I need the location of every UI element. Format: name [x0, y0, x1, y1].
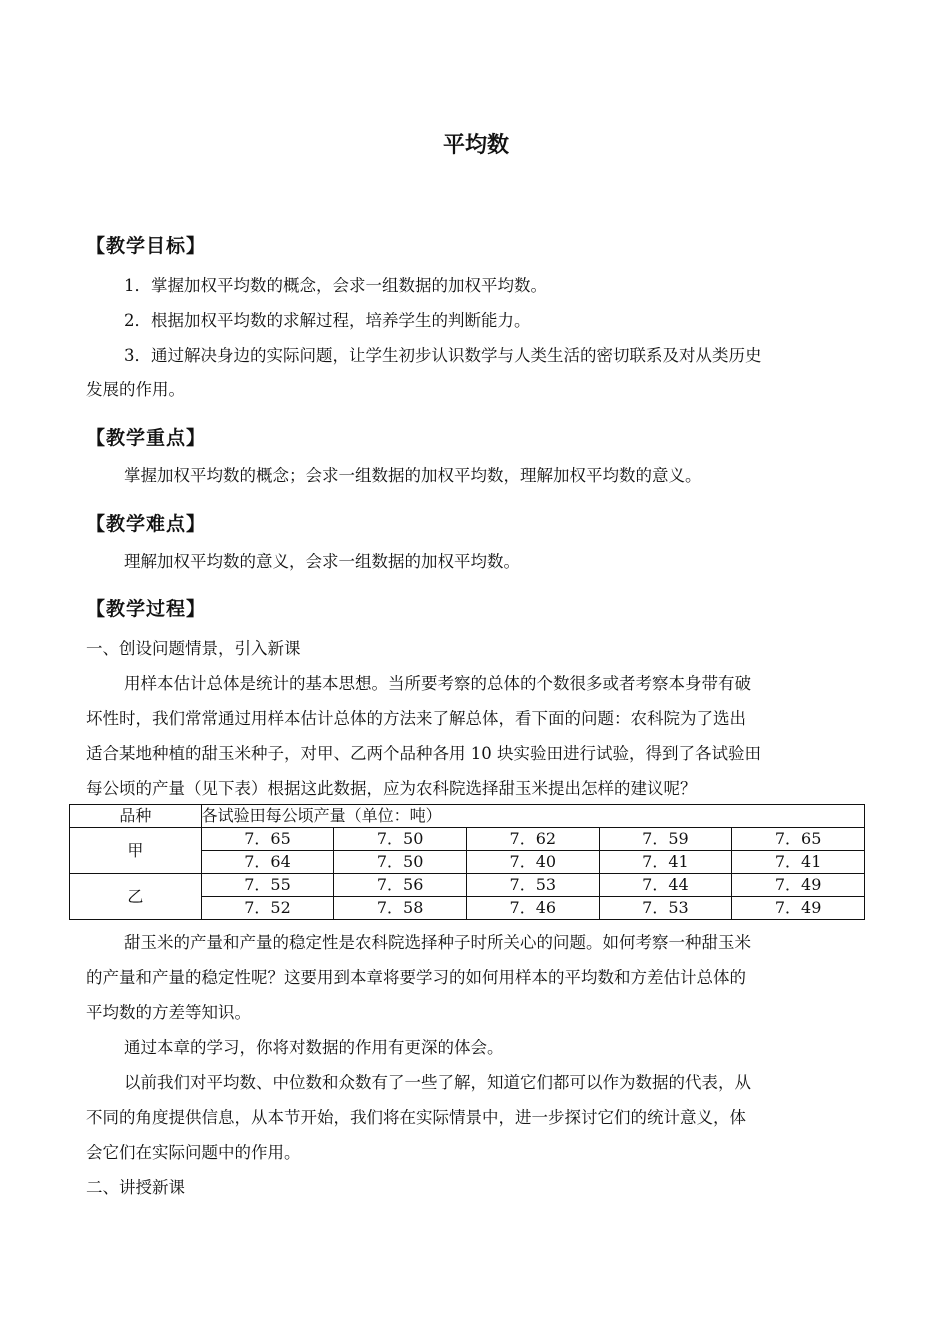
objective-item-3-cont: 发展的作用。 [86, 380, 185, 399]
yield-cell: 7．40 [466, 851, 599, 874]
header-variety: 品种 [70, 805, 202, 828]
header-yield: 各试验田每公顷产量（单位：吨） [201, 805, 864, 828]
para1-line-1: 用样本估计总体是统计的基本思想。当所要考察的总体的个数很多或者考察本身带有破 [124, 674, 751, 693]
para1-line-3: 适合某地种植的甜玉米种子，对甲、乙两个品种各用 10 块实验田进行试验，得到了各试验田 [86, 744, 761, 763]
process-heading: 【教学过程】 [86, 598, 207, 620]
yield-cell: 7．46 [466, 897, 599, 920]
objective-item-1: 1．掌握加权平均数的概念，会求一组数据的加权平均数。 [124, 276, 547, 295]
yield-cell: 7．58 [334, 897, 467, 920]
key-points-heading: 【教学重点】 [86, 427, 207, 449]
variety-cell: 甲 [70, 828, 202, 874]
yield-table [69, 804, 865, 920]
para2-line-2: 的产量和产量的稳定性呢？这要用到本章将要学习的如何用样本的平均数和方差估计总体的 [86, 968, 746, 987]
objectives-heading: 【教学目标】 [86, 235, 207, 257]
variety-cell: 乙 [70, 874, 202, 920]
part2-title: 二、讲授新课 [86, 1178, 185, 1197]
table-row [70, 874, 865, 897]
para4-line-3: 会它们在实际问题中的作用。 [86, 1143, 301, 1162]
objective-item-3: 3．通过解决身边的实际问题，让学生初步认识数学与人类生活的密切联系及对从类历史 [124, 346, 762, 365]
yield-cell: 7．59 [599, 828, 732, 851]
part1-title: 一、创设问题情景，引入新课 [86, 639, 301, 658]
yield-cell: 7．55 [201, 874, 334, 897]
yield-cell: 7．64 [201, 851, 334, 874]
para1-line-4: 每公顷的产量（见下表）根据这此数据，应为农科院选择甜玉米提出怎样的建议呢？ [86, 779, 697, 798]
yield-cell: 7．44 [599, 874, 732, 897]
yield-cell: 7．53 [466, 874, 599, 897]
key-points-text: 掌握加权平均数的概念；会求一组数据的加权平均数，理解加权平均数的意义。 [124, 466, 702, 485]
yield-cell: 7．49 [732, 897, 865, 920]
yield-cell: 7．65 [732, 828, 865, 851]
page-title: 平均数 [442, 133, 509, 158]
para2-line-3: 平均数的方差等知识。 [86, 1003, 251, 1022]
yield-cell: 7．62 [466, 828, 599, 851]
table-header-row [70, 805, 865, 828]
para4-line-2: 不同的角度提供信息，从本节开始，我们将在实际情景中，进一步探讨它们的统计意义，体 [86, 1108, 746, 1127]
yield-cell: 7．41 [599, 851, 732, 874]
yield-cell: 7．49 [732, 874, 865, 897]
difficulties-text: 理解加权平均数的意义，会求一组数据的加权平均数。 [124, 552, 520, 571]
yield-cell: 7．41 [732, 851, 865, 874]
yield-cell: 7．52 [201, 897, 334, 920]
yield-cell: 7．50 [334, 828, 467, 851]
yield-cell: 7．65 [201, 828, 334, 851]
yield-cell: 7．53 [599, 897, 732, 920]
para1-line-2: 坏性时，我们常常通过用样本估计总体的方法来了解总体，看下面的问题：农科院为了选出 [86, 709, 746, 728]
para4-line-1: 以前我们对平均数、中位数和众数有了一些了解，知道它们都可以作为数据的代表，从 [124, 1073, 751, 1092]
yield-cell: 7．50 [334, 851, 467, 874]
para3-text: 通过本章的学习，你将对数据的作用有更深的体会。 [124, 1038, 504, 1057]
table-row [70, 828, 865, 851]
para2-line-1: 甜玉米的产量和产量的稳定性是农科院选择种子时所关心的问题。如何考察一种甜玉米 [124, 933, 751, 952]
objective-item-2: 2．根据加权平均数的求解过程，培养学生的判断能力。 [124, 311, 531, 330]
difficulties-heading: 【教学难点】 [86, 513, 207, 535]
yield-cell: 7．56 [334, 874, 467, 897]
